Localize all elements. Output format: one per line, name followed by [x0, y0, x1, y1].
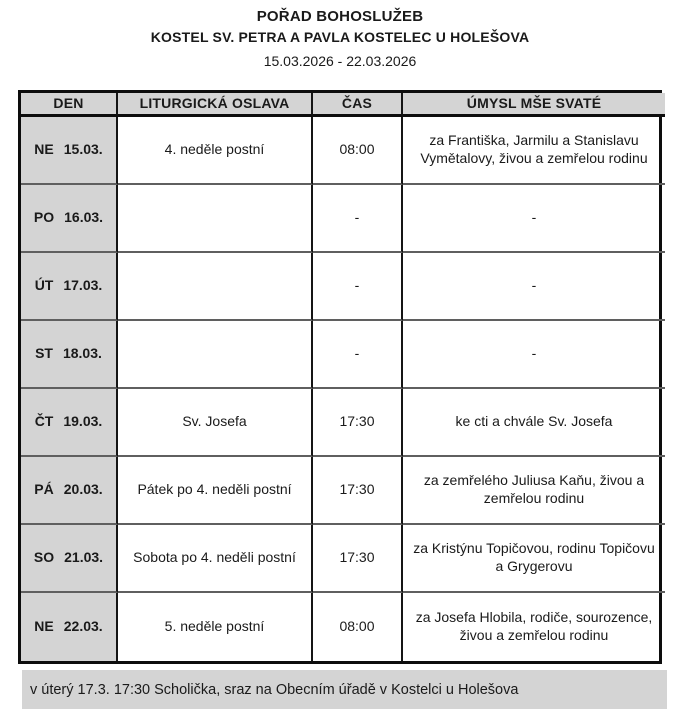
- day-abbrev: SO: [33, 549, 55, 566]
- day-abbrev: PÁ: [34, 481, 54, 498]
- day-date: 15.03.: [63, 141, 103, 158]
- time-cell: 08:00: [313, 593, 403, 661]
- time-cell: -: [313, 185, 403, 253]
- header-umysl: ÚMYSL MŠE SVATÉ: [403, 93, 665, 117]
- day-date: 18.03.: [62, 345, 102, 362]
- header-den: DEN: [21, 93, 118, 117]
- intention-cell: za Josefa Hlobila, rodiče, sourozence, živou a zemřelou rodinu: [415, 609, 653, 643]
- day-abbrev: PO: [33, 209, 55, 226]
- day-abbrev: ST: [35, 345, 53, 362]
- day-abbrev: NE: [34, 618, 54, 635]
- schedule-table: [18, 90, 662, 664]
- celebration-cell: [118, 321, 313, 389]
- time-cell: 17:30: [313, 525, 403, 593]
- day-cell: [21, 117, 118, 185]
- day-date: 16.03.: [64, 209, 104, 226]
- time-cell: 17:30: [313, 457, 403, 525]
- day-cell: [21, 525, 118, 593]
- celebration-cell: [118, 185, 313, 253]
- header-liturgicka-oslava: LITURGICKÁ OSLAVA: [118, 93, 313, 117]
- intention-cell: za Kristýnu Topičovou, rodinu Topičovu a Grygerovu: [403, 525, 665, 593]
- day-date: 17.03.: [63, 277, 103, 294]
- day-cell: [21, 593, 118, 661]
- intention-cell: za Františka, Jarmilu a Stanislavu Vymětalovy, živou a zemřelou rodinu: [403, 117, 665, 185]
- announcement-text: v úterý 17.3. 17:30 Scholička, sraz na Obecním úřadě v Kostelci u Holešova: [30, 681, 519, 698]
- day-cell: [21, 321, 118, 389]
- intention-cell: ke cti a chvále Sv. Josefa: [403, 389, 665, 457]
- celebration-cell: 5. neděle postní: [118, 593, 313, 661]
- announcement-bar: [22, 670, 667, 709]
- church-name: KOSTEL SV. PETRA A PAVLA KOSTELEC U HOLEŠOVA: [150, 29, 530, 45]
- intention-cell: -: [403, 185, 665, 253]
- celebration-cell: Pátek po 4. neděli postní: [118, 457, 313, 525]
- intention-cell: za zemřelého Juliusa Kaňu, živou a zemřelou rodinu: [403, 457, 665, 525]
- celebration-cell: Sobota po 4. neděli postní: [118, 525, 313, 593]
- time-cell: -: [313, 253, 403, 321]
- time-cell: -: [313, 321, 403, 389]
- celebration-cell: [118, 253, 313, 321]
- day-cell: [21, 253, 118, 321]
- title-block: [0, 8, 680, 69]
- time-cell: 17:30: [313, 389, 403, 457]
- page-title: POŘAD BOHOSLUŽEB: [256, 8, 424, 25]
- intention-cell: -: [403, 321, 665, 389]
- day-date: 20.03.: [63, 481, 103, 498]
- day-date: 22.03.: [63, 618, 103, 635]
- header-cas: ČAS: [313, 93, 403, 117]
- day-abbrev: ÚT: [34, 277, 54, 294]
- day-cell: [21, 457, 118, 525]
- day-cell: [21, 185, 118, 253]
- day-abbrev: NE: [34, 141, 54, 158]
- day-date: 19.03.: [63, 413, 103, 430]
- intention-cell: -: [403, 253, 665, 321]
- celebration-cell: Sv. Josefa: [118, 389, 313, 457]
- day-cell: [21, 389, 118, 457]
- day-date: 21.03.: [64, 549, 104, 566]
- day-abbrev: ČT: [34, 413, 54, 430]
- date-range: 15.03.2026 - 22.03.2026: [263, 53, 417, 69]
- time-cell: 08:00: [313, 117, 403, 185]
- celebration-cell: 4. neděle postní: [118, 117, 313, 185]
